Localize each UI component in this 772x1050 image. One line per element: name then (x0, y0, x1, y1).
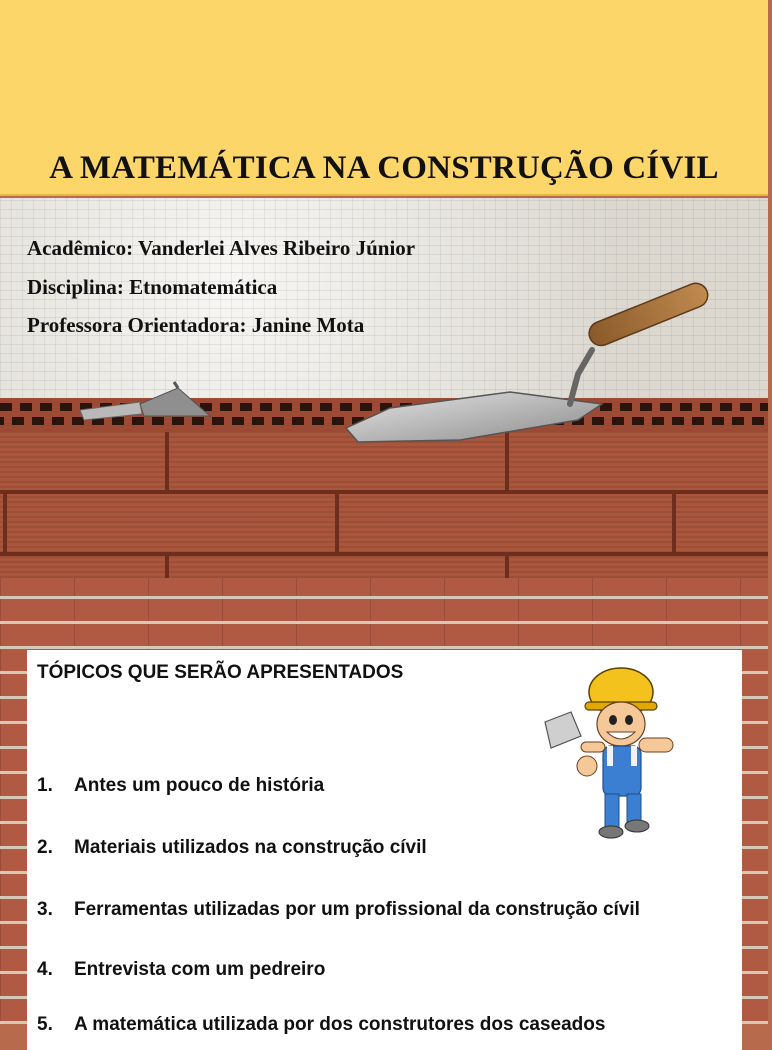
topics-heading: TÓPICOS QUE SERÃO APRESENTADOS (37, 662, 404, 683)
construction-worker-icon (541, 662, 681, 842)
academic-name: Acadêmico: Vanderlei Alves Ribeiro Júnior (27, 236, 416, 260)
small-trowel-icon (80, 380, 220, 430)
topic-text: A matemática utilizada por dos construtores dos caseados (74, 1014, 606, 1035)
slide-title: A MATEMÁTICA NA CONSTRUÇÃO CÍVIL (49, 150, 719, 186)
topic-text: Materiais utilizados na construção cívil (74, 837, 427, 858)
topic-number: 4. (37, 959, 53, 980)
topic-text: Antes um pouco de história (74, 775, 325, 796)
advisor-name: Professora Orientadora: Janine Mota (27, 313, 365, 337)
topic-text: Entrevista com um pedreiro (74, 959, 326, 980)
topics-panel (27, 650, 742, 1050)
topic-item (37, 837, 427, 859)
brick-faces (0, 432, 768, 578)
topic-item (37, 959, 325, 981)
topic-number: 5. (37, 1014, 53, 1035)
topic-item (37, 775, 324, 797)
topic-text: Ferramentas utilizadas por um profissional da construção cívil (74, 899, 640, 920)
topic-item (37, 899, 640, 921)
discipline-name: Disciplina: Etnomatemática (27, 275, 278, 299)
topic-number: 1. (37, 775, 53, 796)
topic-item (37, 1014, 605, 1036)
trowel-icon (340, 290, 720, 450)
topics-slide (0, 578, 768, 1035)
topic-number: 2. (37, 837, 53, 858)
topic-number: 3. (37, 899, 53, 920)
